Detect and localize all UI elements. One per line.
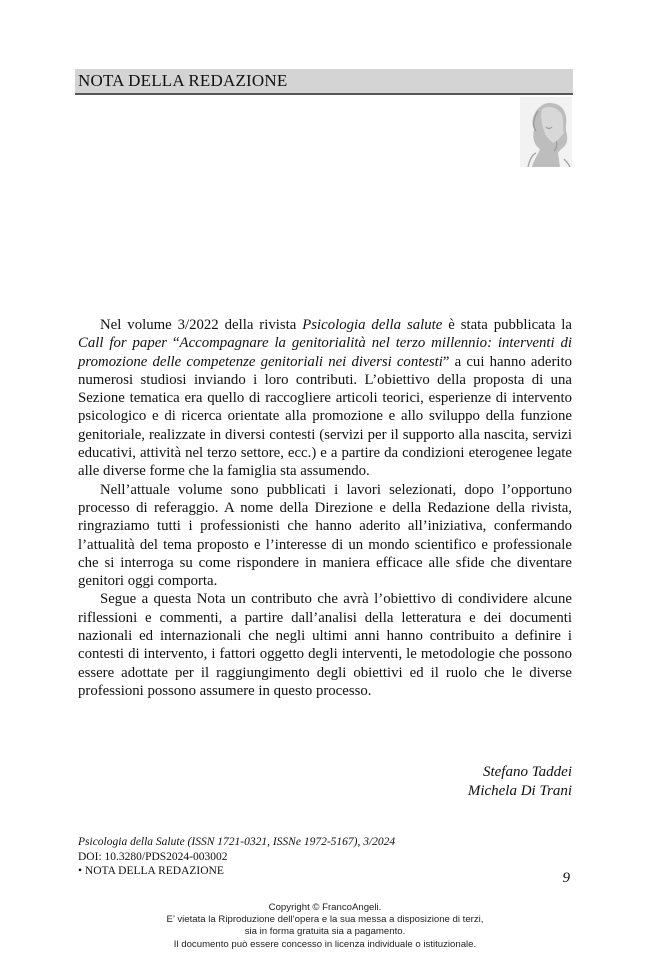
section-title: NOTA DELLA REDAZIONE: [78, 71, 288, 90]
paragraph-1: Nel volume 3/2022 della rivista Psicologia della salute è stata pubblicata la Call for paper “Accompagnare la genitorialità nel terzo millennio: interventi di promozione delle competenze genitoriali nei diversi contesti” a cui hanno aderito numerosi studiosi inviando i loro contributi. L’obiettivo della proposta di una Sezione tematica era quello di raccogliere articoli teorici, esperienze di intervento psicologico e di ricerca orientate alla promozione e allo sviluppo della funzione genitoriale, realizzate in diversi contesti (servizi per il supporto alla nascita, servizi educativi, attività nel terzo settore, ecc.) e a partire da condizioni eterogenee legate alle diverse forme che la famiglia sta assumendo.: [78, 317, 572, 480]
author-name: Stefano Taddei: [482, 764, 572, 780]
journal-citation: Psicologia della Salute (ISSN 1721-0321, ISSNe 1972-5167), 3/2024: [78, 836, 396, 848]
copyright-line: sia in forma gratuita sia a pagamento.: [244, 926, 406, 938]
portrait-image: [520, 97, 572, 167]
section-label: • NOTA DELLA REDAZIONE: [78, 865, 224, 877]
copyright-line: Il documento può essere concesso in licenza individuale o istituzionale.: [173, 938, 477, 950]
body-text: [78, 316, 572, 700]
doi: DOI: 10.3280/PDS2024-003002: [78, 850, 228, 863]
paragraph-3: Segue a questa Nota un contributo che avrà l’obiettivo di condividere alcune riflessioni e commenti, a partire dall’analisi della letteratura e dei documenti nazionali ed internazionali che negli ultimi anni hanno contribuito a definire i contesti di intervento, i fattori oggetto degli interventi, le metodologie che possono essere adottate per il raggiungimento degli obiettivi ed il ruolo che le diverse professioni possono assumere in questo processo.: [78, 591, 572, 699]
copyright-line: Copyright © FrancoAngeli.: [268, 902, 382, 913]
signature: [468, 763, 572, 801]
author-name: Michela Di Trani: [467, 783, 572, 799]
page-number: 9: [562, 870, 570, 886]
copyright-line: E’ vietata la Riproduzione dell’opera e la sua messa a disposizione di terzi,: [166, 914, 484, 926]
paragraph-2: Nell’attuale volume sono pubblicati i lavori selezionati, dopo l’opportuno processo di referaggio. A nome della Direzione e della Redazione della rivista, ringraziamo tutti i professionisti che hanno aderito all’iniziativa, confermando l’attualità del tema proposto e l’interesse di un mondo scientifico e professionale che si interroga su come rispondere in maniera efficace alle sfide che diventare genitori oggi comporta.: [78, 481, 572, 590]
footer: [78, 835, 572, 879]
copyright-notice: [0, 902, 650, 951]
header-rule: [75, 93, 573, 95]
